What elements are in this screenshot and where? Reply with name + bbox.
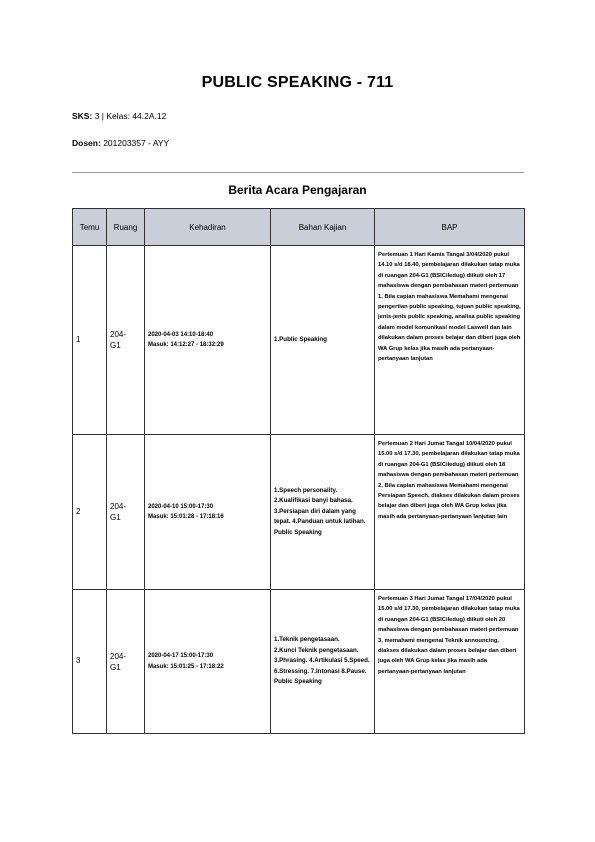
document-title: PUBLIC SPEAKING - 711 — [201, 74, 394, 91]
header-ruang: Ruang — [107, 209, 145, 246]
cell-temu: 2 — [73, 435, 107, 590]
section-title: Berita Acara Pengajaran — [228, 183, 367, 197]
header-temu: Temu — [73, 209, 107, 246]
cell-kehadiran: 2020-04-03 14:10-18:40 Masuk: 14:12:27 - 18:32:29 — [145, 246, 271, 435]
table-row — [73, 590, 525, 734]
cell-temu: 3 — [73, 590, 107, 734]
table-header-row — [73, 209, 525, 246]
table-row — [73, 435, 525, 590]
cell-bahan-kajian: 1.Speech personality. 2.Kualifikasi banyi bahasa. 3.Persiapan diri dalam yang tepat. 4.Panduan untuk latihan. Public Speaking — [271, 435, 375, 590]
bap-table — [72, 208, 525, 734]
cell-bahan-kajian: 1.Public Speaking — [271, 246, 375, 435]
cell-bap: Pertemuan 1 Hari Kamis Tangal 3/04/2020 pukul 14.10 s/d 18.40, pembelajaran dilakukan tatap muka di ruangan 204-G1 (BSICiledug) diikuti oleh 17 mahasiswa dengan pembahasan materi pertemuan 1, Bila capian mahasiswa Memahami mengenai pengertian public speaking, tujuan public speaking, jenis-jenis public speaking, analisa public speaking dalam model komunikasi model Laswell dan lain dilakukan dalam proses belajar dan diberi juga oleh WA Grup kelas jika masih ada pertanyaan-pertanyaan lanjutan — [375, 246, 525, 435]
cell-bahan-kajian: 1.Teknik pengetasaan. 2.Kunci Teknik pengetasaan. 3.Phrasing. 4.Artikulasi 5.Speed. 6.Stressing. 7.Intonasi 8.Pause. Public Speaking — [271, 590, 375, 734]
dosen-label: Dosen: — [72, 138, 101, 148]
cell-bap: Pertemuan 3 Hari Jumat Tangal 17/04/2020 pukul 15.00 s/d 17.30, pembelajaran dilakukan tatap muka di ruangan 204-G1 (BSICiledug) diikuti oleh 20 mahasiswa dengan pembahasan materi pertemuan 3, memahami mengenai Teknik announcing, diakses dilakukan dalam proses belajar dan diberi juga oleh WA Grup kelas jika masih ada pertanyaan-pertanyaan lanjutan — [375, 590, 525, 734]
cell-kehadiran: 2020-04-10 15:00-17:30 Masuk: 15:01:28 - 17:18:16 — [145, 435, 271, 590]
dosen-value: 201203357 - AYY — [103, 138, 170, 148]
dosen-line — [72, 138, 169, 148]
sks-kelas-line — [72, 111, 166, 121]
header-kehadiran: Kehadiran — [145, 209, 271, 246]
sks-kelas-value: 3 | Kelas: 44.2A.12 — [94, 111, 167, 121]
cell-temu: 1 — [73, 246, 107, 435]
cell-bap: Pertemuan 2 Hari Jumat Tangal 10/04/2020 pukul 15.00 s/d 17.30, pembelajaran dilakukan tatap muka di ruangan 204-G1 (BSICiledug) diikuti oleh 18 mahasiswa dengan pembahasan materi pertemuan 2, Bila capian mahasiswa Memahami mengenai Persiapan Speech, diakses dilakukan dalam proses belajar dan diberi juga oleh WA Grup kelas jika masih ada pertanyaan-pertanyaan lanjutan lain — [375, 435, 525, 590]
table-row — [73, 246, 525, 435]
cell-ruang: 204- G1 — [107, 246, 145, 435]
header-bap: BAP — [375, 209, 525, 246]
header-bahan-kajian: Bahan Kajian — [271, 209, 375, 246]
cell-kehadiran: 2020-04-17 15:00-17:30 Masuk: 15:01:25 - 17:18:22 — [145, 590, 271, 734]
sks-label: SKS: — [72, 111, 93, 121]
divider — [72, 172, 524, 173]
cell-ruang: 204- G1 — [107, 435, 145, 590]
cell-ruang: 204- G1 — [107, 590, 145, 734]
